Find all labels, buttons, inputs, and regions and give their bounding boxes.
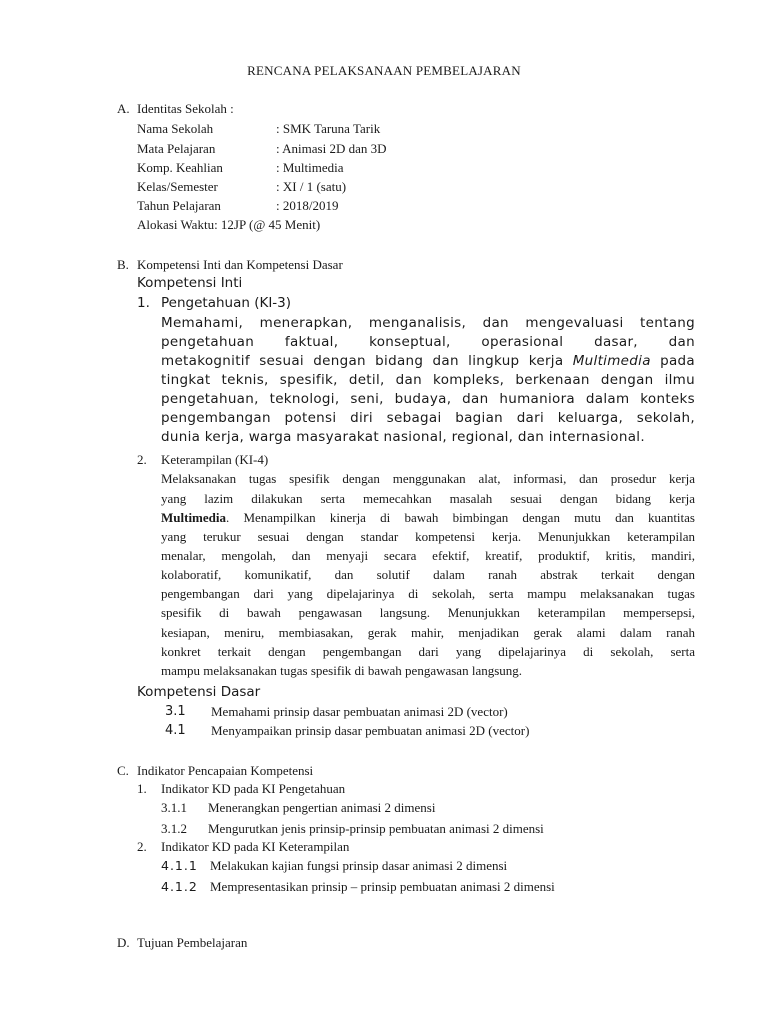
ki3-line: tingkat teknis, spesifik, detil, dan kompleks, berkenaan dengan ilmu <box>161 372 695 388</box>
identity-label: Tahun Pelajaran <box>137 198 221 213</box>
identity-label: Nama Sekolah <box>137 121 214 136</box>
section-c-heading: Indikator Pencapaian Kompetensi <box>137 763 314 778</box>
ki3-line <box>161 352 695 371</box>
indicator-text: Melakukan kajian fungsi prinsip dasar animasi 2 dimensi <box>210 858 508 873</box>
section-b-heading: Kompetensi Inti dan Kompetensi Dasar <box>137 257 343 272</box>
ki4-line: yang lazim dilakukan serta memecahkan masalah sesuai dengan bidang kerja <box>161 491 695 506</box>
ki4-number: 2. <box>137 452 147 467</box>
ki4-title: Keterampilan (KI-4) <box>161 452 269 467</box>
identity-value: : SMK Taruna Tarik <box>276 121 381 136</box>
ki4-line: yang terukur sesuai dengan standar kompetensi kerja. Menunjukkan keterampilan <box>161 529 695 544</box>
indicator-number: 4.1.2 <box>161 879 198 894</box>
ki3-line: pengetahuan, teknologi, seni, budaya, dan humaniora dalam konteks <box>161 391 695 407</box>
section-a-heading: Identitas Sekolah : <box>137 101 234 116</box>
indicator-text: Mempresentasikan prinsip – prinsip pembuatan animasi 2 dimensi <box>210 879 555 894</box>
section-a-marker: A. <box>117 101 130 116</box>
ki4-line: kesiapan, meniru, membiasakan, gerak mahir, menjadikan gerak alami dalam ranah <box>161 625 695 640</box>
indicator-text: Mengurutkan jenis prinsip-prinsip pembuatan animasi 2 dimensi <box>208 821 544 836</box>
kd-text: Menyampaikan prinsip dasar pembuatan animasi 2D (vector) <box>211 723 530 738</box>
section-d-marker: D. <box>117 935 130 950</box>
ki3-emphasis: Multimedia <box>572 353 651 369</box>
ki3-line: pengetahuan faktual, konseptual, operasional dasar, dan <box>161 334 695 350</box>
ki4-line: kolaboratif, komunikatif, dan solutif dalam ranah abstrak terkait dengan <box>161 567 695 582</box>
ki4-bold: Multimedia <box>161 510 226 525</box>
ki3-title: Pengetahuan (KI-3) <box>161 295 292 311</box>
ki4-line-text: . Menampilkan kinerja di bawah bimbingan dengan mutu dan kuantitas <box>226 510 695 525</box>
identity-value: : XI / 1 (satu) <box>276 179 347 194</box>
ki4-line: spesifik di bawah pengawasan langsung. Menunjukkan keterampilan mempersepsi, <box>161 605 695 620</box>
ki4-line <box>161 509 695 527</box>
indicator-group-number: 2. <box>137 839 147 854</box>
indicator-group-title: Indikator KD pada KI Pengetahuan <box>161 781 346 796</box>
indicator-number: 3.1.2 <box>161 821 187 836</box>
indicator-number: 4.1.1 <box>161 858 198 873</box>
identity-value: : Animasi 2D dan 3D <box>276 141 387 156</box>
ki4-line: mampu melaksanakan tugas spesifik di bawah pengawasan langsung. <box>161 663 523 678</box>
indicator-text: Menerangkan pengertian animasi 2 dimensi <box>208 800 436 815</box>
ki3-line-text: metakognitif sesuai dengan bidang dan lingkup kerja <box>161 353 573 369</box>
section-d-heading: Tujuan Pembelajaran <box>137 935 248 950</box>
ki3-number: 1. <box>137 295 150 311</box>
alokasi-waktu: Alokasi Waktu: 12JP (@ 45 Menit) <box>137 217 321 232</box>
kompetensi-dasar-heading: Kompetensi Dasar <box>137 684 261 700</box>
identity-value: : Multimedia <box>276 160 344 175</box>
ki3-line: Memahami, menerapkan, menganalisis, dan mengevaluasi tentang <box>161 315 695 331</box>
ki3-line: pengembangan potensi diri sebagai bagian dari keluarga, sekolah, <box>161 410 695 426</box>
kd-number: 3.1 <box>165 704 186 719</box>
ki4-line: pengembangan dari yang dipelajarinya di sekolah, serta mampu melaksanakan tugas <box>161 586 695 601</box>
kd-number: 4.1 <box>165 723 186 738</box>
identity-label: Mata Pelajaran <box>137 141 216 156</box>
indicator-number: 3.1.1 <box>161 800 187 815</box>
identity-value: : 2018/2019 <box>276 198 339 213</box>
ki4-line: konkret terkait dengan pengembangan dari yang dipelajarinya di sekolah, serta <box>161 644 695 659</box>
section-b-marker: B. <box>117 257 129 272</box>
identity-label: Komp. Keahlian <box>137 160 223 175</box>
ki4-line: Melaksanakan tugas spesifik dengan menggunakan alat, informasi, dan prosedur kerja <box>161 471 695 486</box>
ki3-line-text: pada <box>650 353 695 369</box>
ki3-line: dunia kerja, warga masyarakat nasional, regional, dan internasional. <box>161 429 645 445</box>
identity-label: Kelas/Semester <box>137 179 218 194</box>
indicator-group-number: 1. <box>137 781 147 796</box>
indicator-group-title: Indikator KD pada KI Keterampilan <box>161 839 350 854</box>
ki4-line: menalar, mengolah, dan menyaji secara efektif, kreatif, produktif, kritis, mandiri, <box>161 548 695 563</box>
section-c-marker: C. <box>117 763 129 778</box>
document-title: RENCANA PELAKSANAAN PEMBELAJARAN <box>247 63 521 78</box>
kd-text: Memahami prinsip dasar pembuatan animasi 2D (vector) <box>211 704 508 719</box>
kompetensi-inti-heading: Kompetensi Inti <box>137 275 243 291</box>
